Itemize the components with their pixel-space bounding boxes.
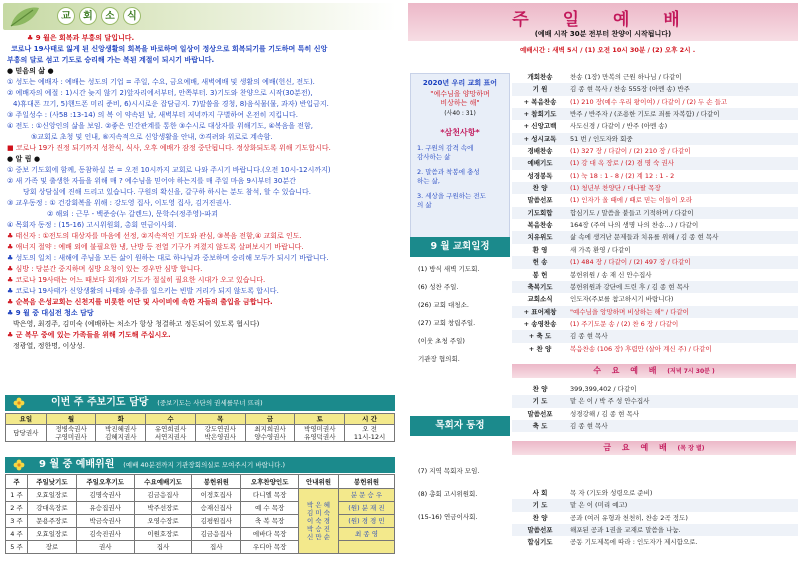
order-label: 축복기도: [527, 282, 553, 291]
table-row: [6, 489, 395, 502]
order-value: (1) 눅 18 : 1 - 8 / (2) 계 12 : 1 - 2: [570, 171, 675, 180]
life-item: 1. 구원의 감격 속에 감사하는 삶: [417, 144, 474, 161]
news-line: ♣ 애너지 절약 : 예배 외에 불필요한 냉, 난방 등 전열 기구가 켜졌지 않도록 살펴보시기 바랍니다.: [7, 243, 304, 251]
order-value: 공과 (여러 유형과 천천히, 찬송 2곡 정도): [570, 513, 688, 522]
news-body: [7, 33, 395, 352]
table-cell: 우디아 목장: [241, 541, 299, 554]
header-char: 회: [79, 7, 97, 25]
motto-text: "예수님을 양망하며 비상하는 해": [430, 90, 490, 107]
table-header-cell: 봉헌위원: [338, 475, 394, 489]
order-label: 기 도: [532, 397, 548, 406]
news-line: ■ 코로나 19가 진정 되기까지 성찬식, 식사, 오후 예배가 잠정 중단됩니다. 정상화되도록 위해 기도합시다.: [7, 144, 331, 152]
table-cell: 에바다 목장: [241, 528, 299, 541]
flower-icon: [13, 397, 25, 409]
sunday-subtitle: (예배 시작 30분 전부터 찬양이 시작됩니다): [534, 30, 672, 38]
service-time: 예배시간 : 새벽 5시 / (1) 오전 10시 30분 / (2) 오후 2시 .: [520, 46, 696, 54]
order-value: "예수님을 앙망하며 비상하는 해" / 다같이: [570, 307, 689, 316]
order-row: [512, 256, 798, 268]
table-cell: 분 문 승 우: [338, 489, 394, 502]
order-value: 김 종 현 목사 / 찬송 555장 (아멘 송) 반주: [570, 85, 690, 94]
schedule-item: (1) 방식 새벽 기도회.: [418, 265, 480, 273]
table-cell: 장로: [27, 541, 76, 554]
table-cell: 정병숙권사 구영미권사: [46, 425, 96, 442]
table-cell: 박진혜권사 김혜지권사: [96, 425, 146, 442]
motto-head: 2020년 우리 교회 표어: [422, 79, 498, 87]
order-value: 사도신경 / 다같이 / 반주 (아멘 송): [570, 122, 668, 131]
life-item: 3. 세상을 구원하는 전도 의 삶: [417, 192, 486, 209]
order-row: [512, 318, 798, 330]
news-line: ♣ 심방 : 당분간 중지하며 심방 요청이 있는 경우만 심방 합니다.: [7, 265, 203, 273]
leaf-icon: [7, 4, 41, 30]
prayer-duty-table: [5, 413, 395, 442]
order-label: 기 도: [532, 501, 548, 510]
pastor-item: (8) 총회 고시위원회.: [418, 490, 478, 498]
table-header-cell: 안내위원: [299, 475, 339, 489]
order-row: [512, 499, 798, 511]
news-line: 당회 상담실에 진해 드리고 있습니다. 구원의 확신을, 갈구하 하시는 분도 참석, 할 수 있습니다.: [23, 188, 312, 196]
order-value: 찬송 (1장) 만복의 근원 하나님 / 다같이: [570, 73, 682, 81]
order-value: 399,399,402 / 다같이: [570, 385, 637, 393]
order-label: 성경봉독: [527, 171, 553, 180]
table-header-cell: 주일오후기도: [76, 475, 134, 489]
table-header-cell: 토: [295, 414, 345, 425]
order-value: 봉헌위원 / 송 재 신 안수집사: [570, 270, 652, 279]
worship-staff-note: (예배 40분전까지 기관장회의실로 모여주시기 바랍니다.): [123, 461, 286, 469]
fold-divider: [398, 0, 406, 563]
order-value: 맡 은 이 (미리 예고): [570, 501, 628, 510]
news-header: [3, 3, 396, 30]
schedule-item: (26) 교회 대청소.: [418, 301, 469, 309]
order-row: [512, 330, 798, 342]
flower-icon: [13, 459, 25, 471]
table-row: [6, 425, 395, 442]
news-line: ♣ 코로나 19사태는 어느 때보다 회개와 기도가 절실히 필요한 시대가 오고 있습니다.: [7, 276, 266, 284]
table-cell: 최지희권사 양수영권사: [245, 425, 295, 442]
order-value: 김 종 현 목사: [570, 422, 608, 431]
news-line: ♣ 9 월 중 대심전 청소 담당: [7, 309, 94, 317]
sunday-order: [512, 71, 798, 355]
order-label: + 찬 양: [528, 344, 552, 353]
news-line: ♣ 코로나 19사태가 신앙생활의 나태와 송주를 일으키는 빈발 거리가 되지 않도록 합시다.: [7, 287, 279, 295]
friday-note: (목 장 별): [677, 445, 705, 452]
table-cell: 문용주장로: [27, 515, 76, 528]
worship-staff-title: 9 월 중 예배위원: [39, 459, 115, 470]
order-row: [512, 219, 798, 231]
order-value: (1) 청년부 찬양단 / 대나팔 목장: [570, 184, 661, 193]
table-header-cell: 목: [195, 414, 245, 425]
order-row: [512, 293, 798, 305]
order-row: [512, 281, 798, 293]
sunday-worship-panel: [408, 3, 798, 560]
news-line: ④ 전도 : ①신앙인의 삶을 보임. ②좋은 인간관계를 통한 ③수시로 대상자를 위해기도, ④복음을 전함,: [7, 122, 314, 130]
order-label: + 축 도: [528, 332, 552, 341]
table-cell: [338, 541, 394, 554]
order-label: + 성시교독: [523, 134, 557, 143]
order-label: 축 도: [532, 422, 548, 431]
pastor-item: (7) 지역 목회자 모임.: [418, 467, 480, 475]
order-value: (1) 인자가 올 때에 / 때로 믿는 이들이 오라: [570, 196, 693, 205]
order-row: [512, 83, 798, 95]
news-line: 코로나 19사태로 잃게 된 신앙생활의 회복을 바로하며 일상이 정상으로 회복되기를 기도하며 특히 신앙: [11, 45, 328, 53]
wednesday-band: [512, 364, 796, 378]
table-header-cell: 요일: [6, 414, 47, 425]
motto-box: [410, 73, 510, 243]
table-cell: 김숙진권사: [76, 528, 134, 541]
table-cell: 축 복 목장: [241, 515, 299, 528]
right-sidebar: [410, 43, 510, 560]
sunday-title-bar: [408, 3, 798, 41]
order-value: 맡 은 이 / 박 주 성 안수집사: [570, 397, 650, 406]
news-line: 4)휴대폰 끄기, 5)핸드폰 미리 준비, 6)시시로운 잡담금지. 7)말씀을 경청, 8)음식물(물, 과자) 반입금지.: [13, 100, 329, 108]
order-row: [512, 120, 798, 132]
worship-staff-band: [5, 457, 395, 473]
table-cell: 유승집권사: [76, 502, 134, 515]
order-label: + 표어제창: [523, 307, 557, 316]
order-label: 헌 송: [532, 258, 548, 267]
order-value: 김 종 현 목사: [570, 332, 608, 341]
order-value: 51 번 / 인도자와 회중: [570, 134, 633, 143]
order-row: [512, 71, 798, 83]
order-row: [512, 231, 798, 243]
header-char: 식: [123, 7, 141, 25]
table-cell: 강도연권사 박은영권사: [195, 425, 245, 442]
usher-column: 박 은 혜 김 미 숙 이 숙 경 박 승 진 신 만 순: [299, 489, 339, 554]
order-value: 인도자(주보를 참고하시기 바랍니다): [570, 295, 674, 304]
order-label: 찬 양: [532, 385, 548, 393]
table-header-cell: 시 간: [345, 414, 395, 425]
table-cell: 박영미권사 유영덕권사: [295, 425, 345, 442]
table-header-cell: 수: [146, 414, 196, 425]
order-row: [512, 420, 798, 432]
order-row: [512, 182, 798, 194]
table-cell: 5 주: [6, 541, 28, 554]
order-label: 기도회합: [527, 208, 553, 217]
order-row: [512, 512, 798, 524]
prayer-duty-band: [5, 395, 395, 411]
life-item: 2. 말씀과 착봉에 충성 하는 삶,: [417, 168, 480, 185]
news-line: ♣ 순복음 은성교회는 신천지를 비롯한 이단 및 사이비에 속한 자들의 출입을 금합니다.: [7, 298, 273, 306]
news-line: ♣ 9 월은 회복과 부흥의 달입니다.: [27, 34, 135, 42]
order-value: 합심기도 / 말씀을 붙들고 기적하며 / 다같이: [570, 208, 694, 217]
order-row: [512, 170, 798, 182]
table-cell: 박금숙권사: [76, 515, 134, 528]
order-value: 해포된 공과 1권을 교재로 말씀을 나눔.: [570, 526, 681, 535]
table-cell: 집사: [134, 541, 192, 554]
table-cell: 오효일장로: [27, 489, 76, 502]
worship-staff-table: [5, 474, 395, 554]
order-row: [512, 536, 798, 548]
order-row: [512, 383, 798, 395]
order-value: (1) 484 장 / 다같이 / (2) 497 장 / 다같이: [570, 258, 691, 267]
order-label: 복음찬송: [527, 221, 553, 230]
order-label: + 복음찬송: [523, 97, 557, 106]
news-header-title: [57, 7, 145, 25]
order-label: 말씀선포: [527, 196, 553, 205]
friday-order: [512, 487, 798, 549]
order-row: [512, 133, 798, 145]
table-header-cell: 오후찬양인도: [241, 475, 299, 489]
prayer-duty-title: 이번 주 주보기도 담당: [51, 397, 149, 408]
news-line: ① 중보 기도회에 함께, 동참하실 분 = 오전 10시까지 교회로 나와 주시기 바랍니다.(오전 10시-12시까지): [7, 166, 331, 174]
news-line: 부흥의 달로 섬고 기도로 승리해 가는 복된 계절이 되시기 바랍니다.: [7, 56, 215, 64]
order-value: 반주 / 반주자 / (조용한 기도로 죄를 자복함) / 다같이: [570, 110, 720, 119]
table-cell: 담당권사: [6, 425, 47, 442]
table-cell: 3 주: [6, 515, 28, 528]
order-row: [512, 96, 798, 108]
pastor-band: 목회자 동정: [410, 416, 510, 436]
news-line: ② 새 가족 및 출생한 자들을 위해 매 ? 예수님을 믿어야 하는지를 매 주일 마음 9시부터 30분간: [7, 177, 296, 185]
news-line: ① 성도는 예배자 : 예배는 성도의 기업 = 주일, 수요, 금요예배, 새벽예배 및 생활의 예배(헌신, 전도).: [7, 78, 315, 86]
life-list: [411, 144, 509, 210]
order-value: 성경강해 / 김 종 현 목사: [570, 409, 640, 418]
order-label: + 신앙고백: [523, 122, 557, 131]
news-line: 정광열, 정한명, 이상성.: [13, 342, 85, 350]
table-cell: 박주선장로: [134, 502, 192, 515]
order-label: 치유위도: [527, 233, 553, 242]
header-char: 교: [57, 7, 75, 25]
table-header-cell: 주: [6, 475, 28, 489]
order-label: + 참회기도: [523, 110, 557, 119]
news-line: ② 예배자의 예절 : 1)시간 늦지 않기 2)앞자리에서부터, 안쪽부터. 3)기도와 찬양으로 시작(30분전),: [7, 89, 313, 97]
order-value: 삶 속에 생겨난 문제들과 치유를 위해 / 김 종 현 목사: [570, 233, 719, 242]
news-line: ♣ 군 복무 중에 있는 가족들을 위해 기도해 주십시오.: [7, 331, 171, 339]
wednesday-note: (저녁 7시 30분 ): [667, 368, 715, 375]
order-value: 목 자 (기도와 성령으로 준비): [570, 489, 653, 497]
order-label: 말씀선포: [527, 526, 553, 535]
order-row: [512, 194, 798, 206]
order-label: 환 영: [532, 245, 548, 254]
table-cell: 승재신집사: [192, 502, 241, 515]
pastor-list: [410, 467, 510, 536]
order-label: + 송영찬송: [523, 319, 557, 328]
table-cell: 오 전 11시-12시: [345, 425, 395, 442]
table-header-cell: 주일낮기도: [27, 475, 76, 489]
table-cell: 예 수 목장: [241, 502, 299, 515]
table-header-cell: 월: [46, 414, 96, 425]
order-label: 기 원: [532, 85, 548, 94]
order-row: [512, 244, 798, 256]
table-cell: 강대옥장로: [27, 502, 76, 515]
table-header-row: [6, 475, 395, 489]
order-value: (1) 주기도문 송 / (2) 찬 6 장 / 다같이: [570, 319, 679, 328]
table-cell: 집사: [192, 541, 241, 554]
order-value: 복음찬송 (106 장) 후렴만 (살아 계신 주) / 다같이: [570, 344, 712, 353]
wednesday-title: 수 요 예 배: [593, 366, 661, 375]
order-label: 찬 양: [532, 184, 548, 193]
news-line: ③ 교우동정 : ① 건강회복을 위해 : 강도영 집사, 이도영 집사, 김거진권사.: [7, 199, 232, 207]
table-cell: 1 주: [6, 489, 28, 502]
table-cell: 김평원집사: [192, 515, 241, 528]
order-label: 경배찬송: [527, 147, 553, 156]
table-cell: 이정호집사: [192, 489, 241, 502]
table-cell: 유연희권사 서연지권사: [146, 425, 196, 442]
order-value: 봉헌위원과 강단에 드린 후 / 김 종 현 목사: [570, 282, 690, 291]
news-line: 박은영, 최경주, 김미숙 (예배하는 처소가 항상 청결하고 정돈되어 있도록 협시다): [13, 320, 260, 328]
news-line: ● 믿음의 삶 ●: [7, 67, 54, 75]
order-value: 새 가족 환영 / 다같이: [570, 245, 631, 254]
order-row: [512, 524, 798, 536]
order-label: 예배기도: [527, 159, 553, 168]
table-cell: 4 주: [6, 528, 28, 541]
table-cell: 최 종 영: [338, 528, 394, 541]
order-row: [512, 395, 798, 407]
table-cell: 이원호장로: [134, 528, 192, 541]
table-cell: 김금응집사: [192, 528, 241, 541]
order-row: [512, 343, 798, 355]
order-label: 말씀선포: [527, 409, 553, 418]
table-header-cell: 수요예배기도: [134, 475, 192, 489]
order-value: 164장 (주여 나의 생명 나의 찬송...) / 다같이: [570, 221, 699, 230]
sunday-title: 주 일 예 배: [512, 10, 694, 30]
order-value: (1) 210 장(예수 우리 왕이여) / 다같이 / (2) 두 손 들고: [570, 97, 728, 106]
prayer-duty-note: (중보기도는 사단의 권세를무너 뜨리): [157, 399, 263, 407]
wednesday-order: [512, 383, 798, 432]
table-cell: 2 주: [6, 502, 28, 515]
church-news-panel: [3, 3, 396, 560]
news-line: ● 알 림 ●: [7, 155, 41, 163]
order-row: [512, 269, 798, 281]
news-line: ④ 목회자 동정 : (15-16) 고시위원회, 총회 연금이사회.: [7, 221, 177, 229]
table-cell: 오영수장로: [134, 515, 192, 528]
news-line: ② 해외 : 근무 - 백준승(누 갈렌드), 문학수(정주영)-파괴: [47, 210, 218, 218]
friday-title: 금 요 예 배: [603, 443, 671, 452]
life-head: *삼천사항*: [440, 128, 480, 137]
table-header-cell: 금: [245, 414, 295, 425]
order-label: 사 회: [532, 489, 548, 497]
order-row: [512, 306, 798, 318]
motto-ref: (사40 : 31): [444, 110, 476, 117]
order-label: 합심기도: [527, 538, 553, 547]
order-row: [512, 145, 798, 157]
table-cell: 권사: [76, 541, 134, 554]
table-cell: 김명숙권사: [76, 489, 134, 502]
schedule-item: (27) 교회 창립주일. (이웃 초청 주일) 기관장 협의회.: [418, 319, 476, 363]
table-cell: 오효일장로: [27, 528, 76, 541]
order-label: 교회소식: [527, 295, 553, 304]
header-char: 소: [101, 7, 119, 25]
news-line: ♣ 태신자 : ①전도의 대상자를 마음에 선정, ②지속적인 기도와 관심, ③복음 전함,④ 교회로 인도.: [7, 232, 302, 240]
order-row: [512, 108, 798, 120]
order-label: 봉 헌: [532, 270, 548, 279]
table-cell: 다니엘 목장: [241, 489, 299, 502]
pastor-item: (15-16) 연금이사회.: [418, 513, 478, 521]
order-value: (1) 강 대 옥 장로 / (2) 겸 명 숙 권사: [570, 159, 675, 168]
table-header-cell: 봉헌위원: [192, 475, 241, 489]
order-row: [512, 157, 798, 169]
news-line: ③ 주일성수 : (사58 :13-14) 의 복 이 약속된 날, 새벽부터 저녁까지 구별하여 온전히 지킵니다.: [7, 111, 298, 119]
table-cell: (원) 분 재 진: [338, 502, 394, 515]
order-value: 공동 기도제목에 따라 : 인도자가 제시함으로.: [570, 538, 698, 547]
order-row: [512, 207, 798, 219]
order-row: [512, 487, 798, 499]
order-value: (1) 327 장 / 다같이 / (2) 210 장 / 다같이: [570, 147, 691, 156]
table-cell: 김금응집사: [134, 489, 192, 502]
friday-band: [512, 441, 796, 455]
order-label: 찬 양: [532, 513, 548, 522]
schedule-band: 9 월 교회일정: [410, 237, 510, 257]
table-cell: (원) 경 경 민: [338, 515, 394, 528]
order-row: [512, 408, 798, 420]
news-line: ⑤교회로 초청 및 인내, ⑥지속적으로 신앙생활을 안내, ⑦격려와 위로로 계속함.: [31, 133, 273, 141]
table-header-cell: 화: [96, 414, 146, 425]
order-label: 개회찬송: [527, 73, 553, 81]
news-line: ♣ 성도의 일치 : 새해에 주님을 모든 삶이 원하는 대로 하나님과 중보하며 승리해 모두가 되시기 바랍니다.: [7, 254, 329, 262]
schedule-item: (6) 성찬 주일.: [418, 283, 459, 291]
table-header-row: [6, 414, 395, 425]
schedule-list: [410, 265, 510, 373]
